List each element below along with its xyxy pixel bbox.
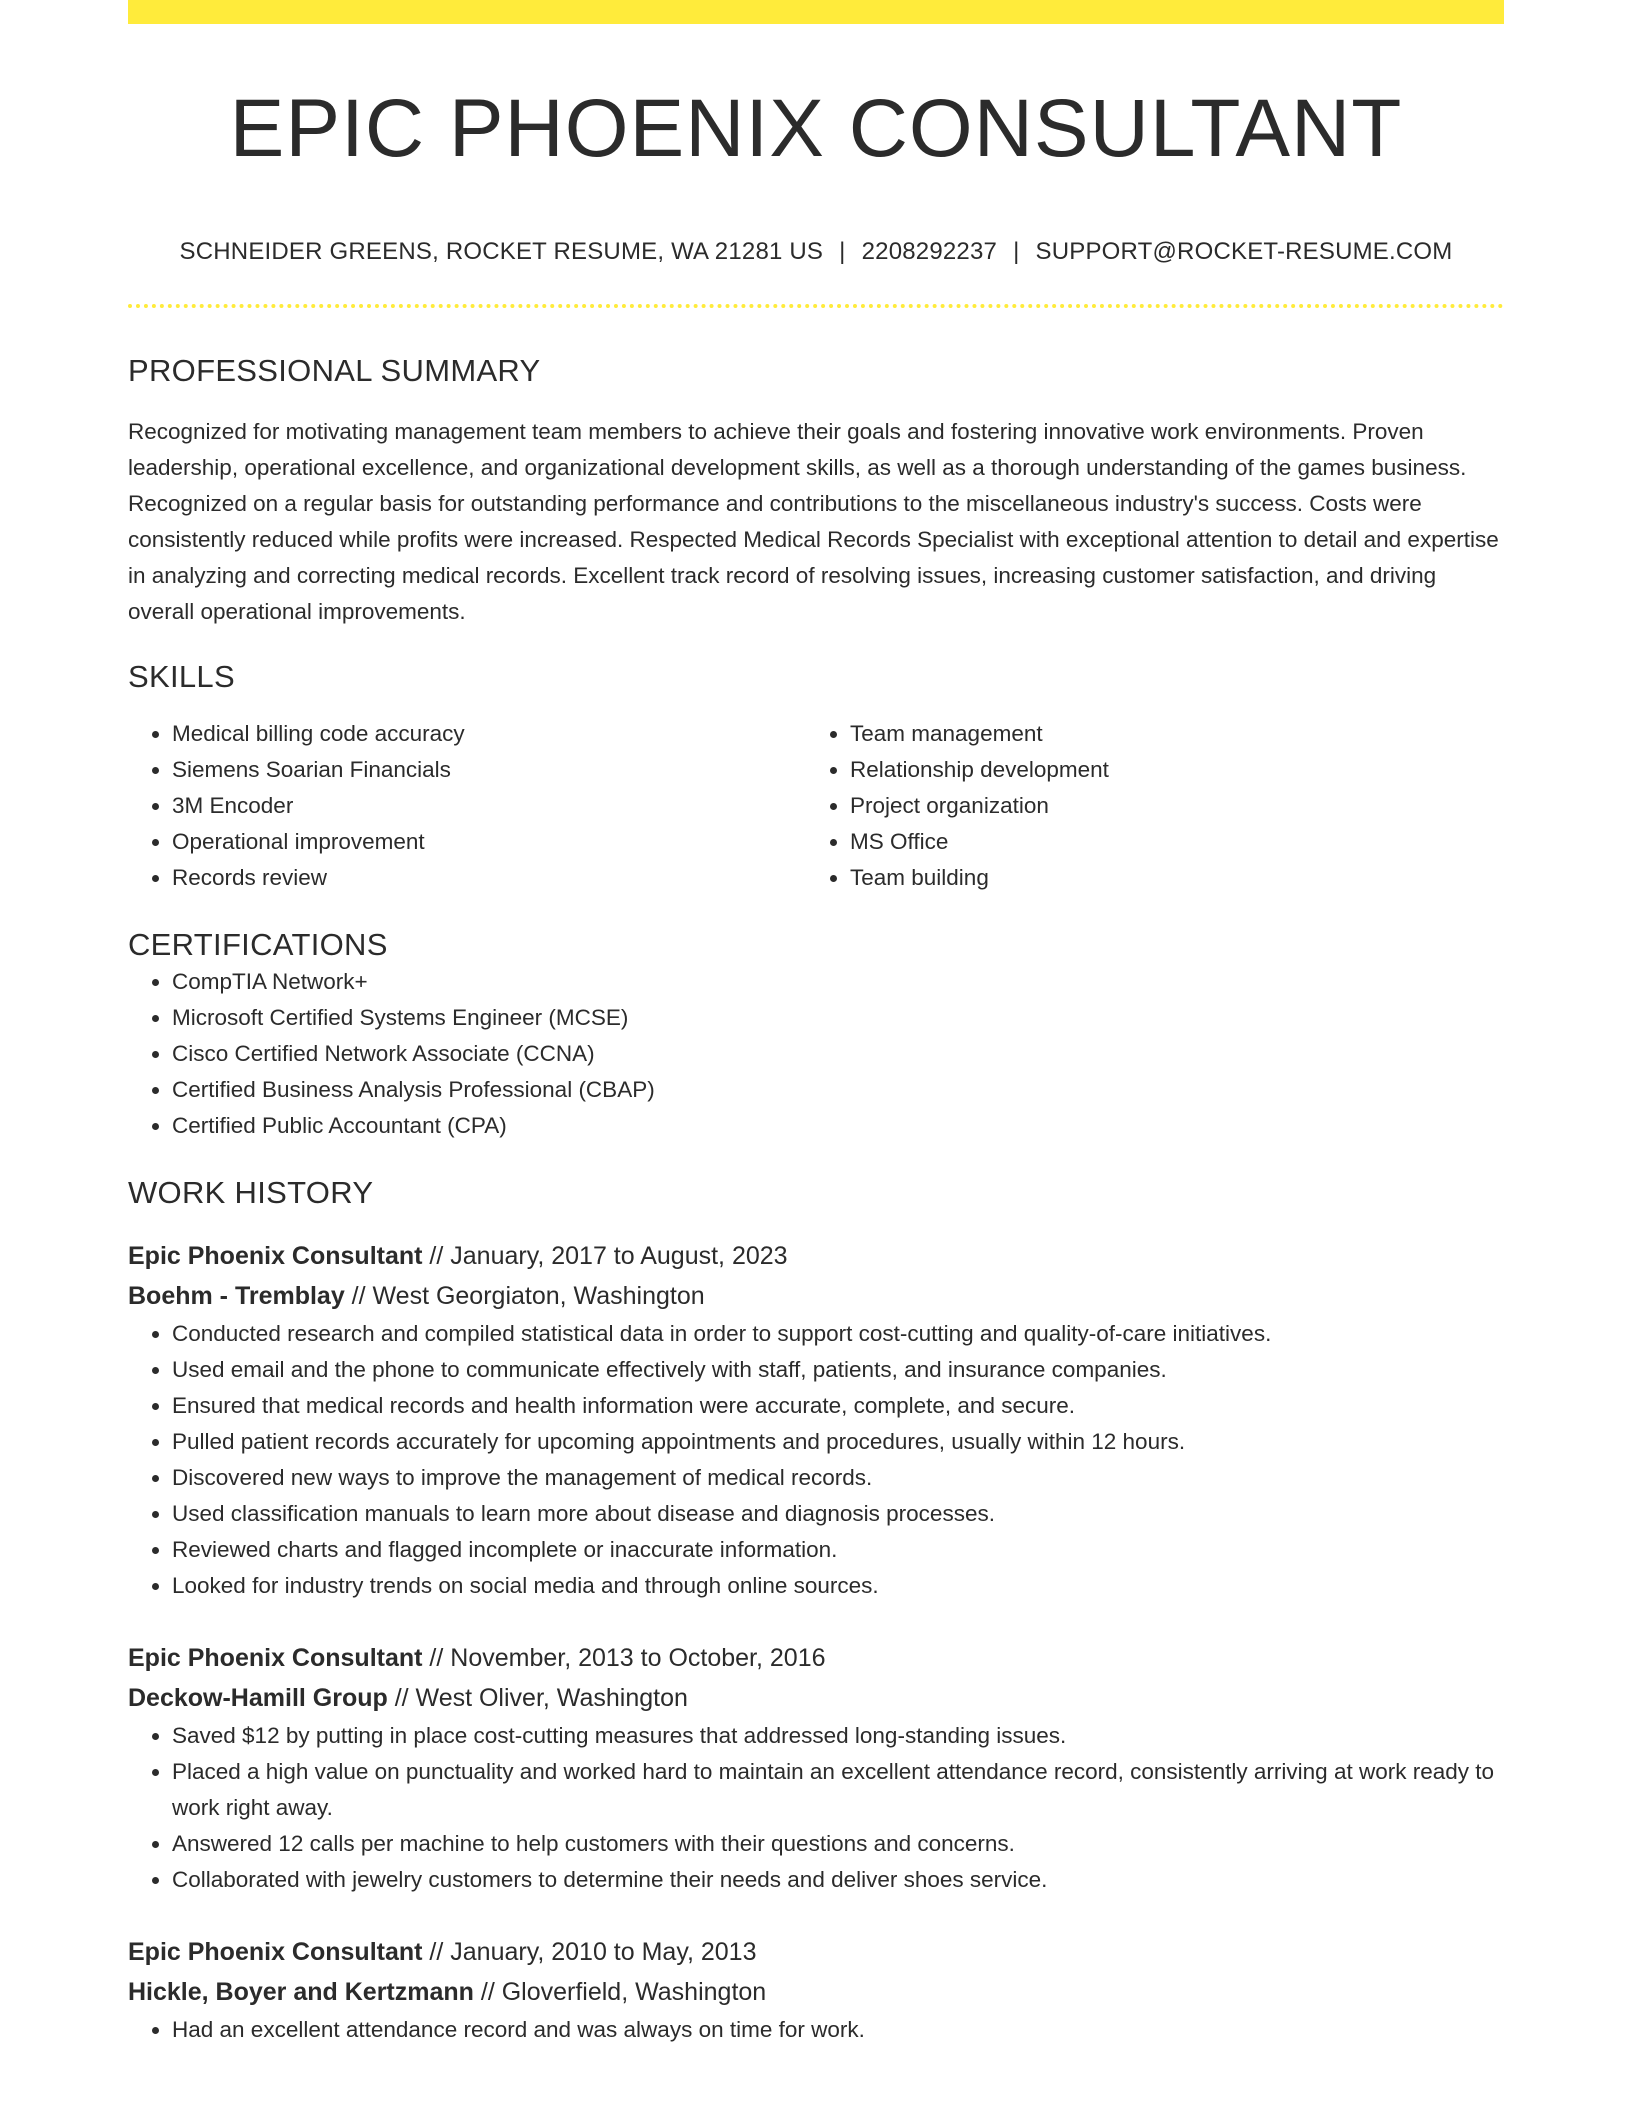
dotted-divider: [128, 304, 1504, 308]
job-dates: // January, 2010 to May, 2013: [422, 1938, 757, 1967]
contact-address: SCHNEIDER GREENS, ROCKET RESUME, WA 21281 US: [179, 238, 824, 266]
job-dates: // November, 2013 to October, 2016: [422, 1644, 826, 1673]
skills-column-right: [806, 716, 1484, 896]
certification-item: • CompTIA Network+: [172, 964, 1504, 1000]
accent-bar: [128, 0, 1504, 24]
job-bullet: • Pulled patient records accurately for upcoming appointments and procedures, usually within 12 hours.: [172, 1424, 1504, 1460]
job-bullet: • Saved $12 by putting in place cost-cutting measures that addressed long-standing issues.: [172, 1718, 1504, 1754]
certifications-list: [128, 964, 1504, 1144]
job-entry: [128, 1932, 1504, 2048]
skill-item: • Operational improvement: [172, 824, 806, 860]
skills-list-right: [806, 716, 1484, 896]
job-company-line: [128, 1972, 1504, 2012]
job-company: Hickle, Boyer and Kertzmann: [128, 1978, 474, 2007]
job-bullet: • Had an excellent attendance record and was always on time for work.: [172, 2012, 1504, 2048]
resume-page: [128, 0, 1504, 2048]
job-location: // Gloverfield, Washington: [473, 1978, 767, 2007]
certification-item: • Microsoft Certified Systems Engineer (MCSE): [172, 1000, 1504, 1036]
certification-item: • Certified Public Accountant (CPA): [172, 1108, 1504, 1144]
job-role: Epic Phoenix Consultant: [128, 1644, 423, 1673]
certification-item: • Cisco Certified Network Associate (CCNA): [172, 1036, 1504, 1072]
job-company-line: [128, 1678, 1504, 1718]
certifications-heading: CERTIFICATIONS: [128, 927, 388, 963]
job-bullet: • Used email and the phone to communicate effectively with staff, patients, and insurance companies.: [172, 1352, 1504, 1388]
skill-item: • Project organization: [850, 788, 1484, 824]
skill-item: • Team building: [850, 860, 1484, 896]
skill-item: • 3M Encoder: [172, 788, 806, 824]
summary-heading: PROFESSIONAL SUMMARY: [128, 353, 541, 389]
job-entry: [128, 1638, 1504, 1898]
skills-list-left: [128, 716, 806, 896]
skill-item: • Team management: [850, 716, 1484, 752]
job-company-line: [128, 1276, 1504, 1316]
work-history-heading: WORK HISTORY: [128, 1175, 374, 1211]
job-bullets: [128, 1718, 1504, 1898]
contact-email: SUPPORT@ROCKET-RESUME.COM: [1035, 238, 1453, 266]
job-bullet: • Placed a high value on punctuality and worked hard to maintain an excellent attendance record, consistently arriving at work ready to work right away.: [172, 1754, 1504, 1826]
job-role-line: [128, 1638, 1504, 1678]
job-entry: [128, 1236, 1504, 1604]
resume-name: EPIC PHOENIX CONSULTANT: [229, 83, 1403, 174]
job-role-line: [128, 1236, 1504, 1276]
job-dates: // January, 2017 to August, 2023: [422, 1242, 788, 1271]
skill-item: • MS Office: [850, 824, 1484, 860]
skill-item: • Records review: [172, 860, 806, 896]
skill-item: • Medical billing code accuracy: [172, 716, 806, 752]
skill-item: • Relationship development: [850, 752, 1484, 788]
job-location: // West Oliver, Washington: [387, 1684, 688, 1713]
job-bullet: • Discovered new ways to improve the management of medical records.: [172, 1460, 1504, 1496]
job-bullets: [128, 1316, 1504, 1604]
job-bullet: • Ensured that medical records and health information were accurate, complete, and secure.: [172, 1388, 1504, 1424]
job-location: // West Georgiaton, Washington: [344, 1282, 705, 1311]
skills-grid: [128, 716, 1504, 896]
job-company: Boehm - Tremblay: [128, 1282, 345, 1311]
job-role: Epic Phoenix Consultant: [128, 1938, 423, 1967]
job-bullet: • Conducted research and compiled statistical data in order to support cost-cutting and quality-of-care initiatives.: [172, 1316, 1504, 1352]
job-bullet: • Answered 12 calls per machine to help customers with their questions and concerns.: [172, 1826, 1504, 1862]
summary-text: Recognized for motivating management team members to achieve their goals and fostering innovative work environments. Proven leadership, operational excellence, and organizational development skills, as well as a thorough understanding of the games business. Recognized on a regular basis for outstanding performance and contributions to the miscellaneous industry's success. Costs were consistently reduced while profits were increased. Respected Medical Records Specialist with exceptional attention to detail and expertise in analyzing and correcting medical records. Excellent track record of resolving issues, increasing customer satisfaction, and driving overall operational improvements.: [128, 419, 1499, 625]
certification-item: • Certified Business Analysis Professional (CBAP): [172, 1072, 1504, 1108]
contact-phone: 2208292237: [861, 238, 998, 266]
contact-separator: |: [1013, 238, 1020, 266]
job-bullet: • Collaborated with jewelry customers to determine their needs and deliver shoes service.: [172, 1862, 1504, 1898]
skills-column-left: [128, 716, 806, 896]
skills-heading: SKILLS: [128, 659, 235, 695]
job-role-line: [128, 1932, 1504, 1972]
skill-item: • Siemens Soarian Financials: [172, 752, 806, 788]
contact-line: [128, 236, 1504, 268]
contact-separator: |: [839, 238, 846, 266]
job-bullet: • Reviewed charts and flagged incomplete or inaccurate information.: [172, 1532, 1504, 1568]
job-bullet: • Looked for industry trends on social media and through online sources.: [172, 1568, 1504, 1604]
job-role: Epic Phoenix Consultant: [128, 1242, 423, 1271]
job-bullet: • Used classification manuals to learn more about disease and diagnosis processes.: [172, 1496, 1504, 1532]
job-bullets: [128, 2012, 1504, 2048]
job-company: Deckow-Hamill Group: [128, 1684, 388, 1713]
